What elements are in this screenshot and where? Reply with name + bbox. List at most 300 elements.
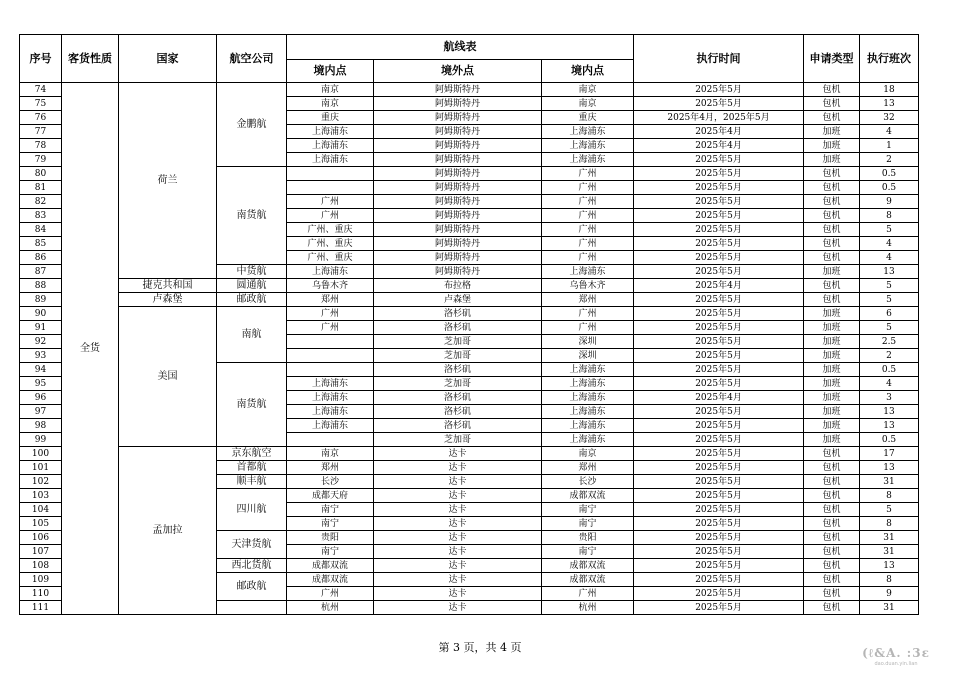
cell-domestic-origin: 南宁 [287, 545, 374, 559]
cell-seq: 89 [20, 293, 62, 307]
cell-domestic-return: 上海浦东 [542, 153, 634, 167]
cell-flights: 4 [860, 251, 919, 265]
cell-seq: 98 [20, 419, 62, 433]
header-foreign-point: 境外点 [374, 60, 542, 83]
cell-domestic-return: 南京 [542, 447, 634, 461]
cell-flights: 13 [860, 265, 919, 279]
cell-domestic-return: 成都双流 [542, 559, 634, 573]
cell-apply-type: 包机 [804, 223, 860, 237]
cell-flights: 8 [860, 489, 919, 503]
cell-flights: 3 [860, 391, 919, 405]
cell-domestic-origin: 南宁 [287, 503, 374, 517]
cell-flights: 5 [860, 223, 919, 237]
cell-foreign-point: 芝加哥 [374, 433, 542, 447]
cell-flights: 0.5 [860, 433, 919, 447]
cell-apply-type: 加班 [804, 321, 860, 335]
cell-exec-time: 2025年5月 [634, 489, 804, 503]
cell-seq: 99 [20, 433, 62, 447]
cell-apply-type: 包机 [804, 237, 860, 251]
cell-domestic-return: 上海浦东 [542, 419, 634, 433]
cell-seq: 90 [20, 307, 62, 321]
cell-seq: 76 [20, 111, 62, 125]
cell-domestic-origin: 成都双流 [287, 573, 374, 587]
cell-domestic-return: 广州 [542, 251, 634, 265]
header-apply-type: 申请类型 [804, 35, 860, 83]
cell-foreign-point: 达卡 [374, 601, 542, 615]
cell-exec-time: 2025年5月 [634, 545, 804, 559]
cell-seq: 95 [20, 377, 62, 391]
cell-apply-type: 加班 [804, 153, 860, 167]
cell-domestic-origin: 上海浦东 [287, 153, 374, 167]
cell-foreign-point: 达卡 [374, 545, 542, 559]
cell-flights: 4 [860, 125, 919, 139]
cell-domestic-return: 上海浦东 [542, 433, 634, 447]
cell-foreign-point: 阿姆斯特丹 [374, 139, 542, 153]
cell-domestic-origin: 南宁 [287, 517, 374, 531]
cell-domestic-return: 广州 [542, 237, 634, 251]
cell-domestic-origin: 广州 [287, 195, 374, 209]
cell-flights: 8 [860, 209, 919, 223]
cell-seq: 82 [20, 195, 62, 209]
cell-foreign-point: 达卡 [374, 447, 542, 461]
table-row [20, 307, 919, 321]
cell-exec-time: 2025年4月 [634, 125, 804, 139]
cell-apply-type: 加班 [804, 377, 860, 391]
cell-foreign-point: 达卡 [374, 475, 542, 489]
cell-domestic-return: 上海浦东 [542, 125, 634, 139]
cell-domestic-return: 广州 [542, 321, 634, 335]
cell-exec-time: 2025年5月 [634, 405, 804, 419]
cell-exec-time: 2025年5月 [634, 559, 804, 573]
cell-foreign-point: 芝加哥 [374, 349, 542, 363]
cell-domestic-return: 南宁 [542, 517, 634, 531]
cell-apply-type: 包机 [804, 293, 860, 307]
cell-foreign-point: 芝加哥 [374, 335, 542, 349]
cell-flights: 18 [860, 83, 919, 97]
cell-exec-time: 2025年4月 [634, 139, 804, 153]
cell-apply-type: 包机 [804, 601, 860, 615]
cell-seq: 75 [20, 97, 62, 111]
cell-foreign-point: 达卡 [374, 517, 542, 531]
cell-foreign-point: 布拉格 [374, 279, 542, 293]
cell-domestic-origin: 上海浦东 [287, 139, 374, 153]
cell-flights: 13 [860, 97, 919, 111]
cell-exec-time: 2025年5月 [634, 335, 804, 349]
cell-domestic-return: 南京 [542, 97, 634, 111]
cell-flights: 13 [860, 559, 919, 573]
watermark-logo-mark: (ℓ&A. :3ε [862, 646, 930, 660]
header-exec-time: 执行时间 [634, 35, 804, 83]
table-row [20, 447, 919, 461]
cell-seq: 96 [20, 391, 62, 405]
cell-exec-time: 2025年5月 [634, 223, 804, 237]
cell-seq: 92 [20, 335, 62, 349]
cell-airline: 首都航 [217, 461, 287, 475]
cell-domestic-origin [287, 335, 374, 349]
cell-apply-type: 加班 [804, 433, 860, 447]
cell-exec-time: 2025年4月，2025年5月 [634, 111, 804, 125]
cell-domestic-origin [287, 433, 374, 447]
cell-foreign-point: 阿姆斯特丹 [374, 265, 542, 279]
header-seq: 序号 [20, 35, 62, 83]
cell-domestic-return: 深圳 [542, 349, 634, 363]
cell-domestic-return: 郑州 [542, 293, 634, 307]
cell-exec-time: 2025年5月 [634, 97, 804, 111]
cell-seq: 110 [20, 587, 62, 601]
cell-flights: 13 [860, 405, 919, 419]
cell-apply-type: 加班 [804, 265, 860, 279]
cell-domestic-origin: 广州、重庆 [287, 223, 374, 237]
cell-domestic-return: 上海浦东 [542, 405, 634, 419]
cell-exec-time: 2025年5月 [634, 237, 804, 251]
cell-apply-type: 加班 [804, 125, 860, 139]
cell-exec-time: 2025年5月 [634, 587, 804, 601]
cell-airline: 西北货航 [217, 559, 287, 573]
cell-seq: 91 [20, 321, 62, 335]
cell-apply-type: 包机 [804, 279, 860, 293]
cell-apply-type: 加班 [804, 307, 860, 321]
cell-apply-type: 包机 [804, 447, 860, 461]
cell-domestic-origin: 广州、重庆 [287, 237, 374, 251]
cell-seq: 109 [20, 573, 62, 587]
cell-flights: 31 [860, 531, 919, 545]
cell-foreign-point: 洛杉矶 [374, 321, 542, 335]
cell-domestic-origin [287, 363, 374, 377]
cell-foreign-point: 洛杉矶 [374, 391, 542, 405]
cell-foreign-point: 阿姆斯特丹 [374, 181, 542, 195]
cell-seq: 86 [20, 251, 62, 265]
cell-foreign-point: 阿姆斯特丹 [374, 167, 542, 181]
cell-apply-type: 加班 [804, 405, 860, 419]
cell-domestic-return: 上海浦东 [542, 139, 634, 153]
cell-foreign-point: 阿姆斯特丹 [374, 195, 542, 209]
cell-domestic-return: 南宁 [542, 545, 634, 559]
cell-flights: 9 [860, 195, 919, 209]
cell-flights: 4 [860, 237, 919, 251]
cell-domestic-return: 上海浦东 [542, 391, 634, 405]
cell-foreign-point: 洛杉矶 [374, 307, 542, 321]
cell-exec-time: 2025年5月 [634, 181, 804, 195]
cell-seq: 81 [20, 181, 62, 195]
cell-domestic-origin: 南京 [287, 447, 374, 461]
cell-exec-time: 2025年5月 [634, 517, 804, 531]
cell-foreign-point: 阿姆斯特丹 [374, 111, 542, 125]
header-country: 国家 [119, 35, 217, 83]
cell-domestic-origin: 广州 [287, 209, 374, 223]
header-route-table: 航线表 [287, 35, 634, 60]
cell-foreign-point: 阿姆斯特丹 [374, 251, 542, 265]
cell-domestic-origin: 南京 [287, 83, 374, 97]
cell-domestic-origin: 长沙 [287, 475, 374, 489]
cell-seq: 74 [20, 83, 62, 97]
cell-domestic-origin: 贵阳 [287, 531, 374, 545]
cell-seq: 106 [20, 531, 62, 545]
cell-domestic-return: 广州 [542, 587, 634, 601]
cell-apply-type: 包机 [804, 503, 860, 517]
cell-domestic-origin: 南京 [287, 97, 374, 111]
cell-exec-time: 2025年5月 [634, 377, 804, 391]
cell-domestic-return: 杭州 [542, 601, 634, 615]
cell-flights: 9 [860, 587, 919, 601]
cell-foreign-point: 达卡 [374, 573, 542, 587]
cell-domestic-return: 贵阳 [542, 531, 634, 545]
cell-exec-time: 2025年4月 [634, 391, 804, 405]
cell-flights: 17 [860, 447, 919, 461]
cell-exec-time: 2025年5月 [634, 447, 804, 461]
cell-flights: 4 [860, 377, 919, 391]
cell-flights: 31 [860, 601, 919, 615]
cell-foreign-point: 达卡 [374, 587, 542, 601]
cell-domestic-return: 上海浦东 [542, 377, 634, 391]
watermark-logo-subtitle: dao.duan.yin.lian [874, 661, 918, 667]
cell-apply-type: 包机 [804, 251, 860, 265]
cell-seq: 104 [20, 503, 62, 517]
cell-seq: 77 [20, 125, 62, 139]
cell-seq: 101 [20, 461, 62, 475]
cell-airline: 京东航空 [217, 447, 287, 461]
cell-domestic-origin: 郑州 [287, 293, 374, 307]
cell-apply-type: 加班 [804, 349, 860, 363]
cell-seq: 83 [20, 209, 62, 223]
cell-foreign-point: 洛杉矶 [374, 363, 542, 377]
cell-domestic-return: 郑州 [542, 461, 634, 475]
cell-domestic-origin: 重庆 [287, 111, 374, 125]
cell-flights: 2.5 [860, 335, 919, 349]
cell-seq: 108 [20, 559, 62, 573]
cell-apply-type: 包机 [804, 531, 860, 545]
cell-apply-type: 加班 [804, 419, 860, 433]
cell-apply-type: 包机 [804, 461, 860, 475]
cell-apply-type: 包机 [804, 587, 860, 601]
cell-airline: 四川航 [217, 489, 287, 531]
cell-exec-time: 2025年5月 [634, 195, 804, 209]
cell-apply-type: 包机 [804, 181, 860, 195]
cell-exec-time: 2025年5月 [634, 293, 804, 307]
cell-domestic-origin: 上海浦东 [287, 377, 374, 391]
header-airline: 航空公司 [217, 35, 287, 83]
cell-foreign-point: 洛杉矶 [374, 405, 542, 419]
cell-airline: 顺丰航 [217, 475, 287, 489]
cell-country: 捷克共和国 [119, 279, 217, 293]
cell-domestic-return: 乌鲁木齐 [542, 279, 634, 293]
cell-exec-time: 2025年5月 [634, 419, 804, 433]
cell-domestic-origin: 广州 [287, 587, 374, 601]
cell-apply-type: 包机 [804, 573, 860, 587]
cell-flights: 5 [860, 503, 919, 517]
cell-seq: 102 [20, 475, 62, 489]
cell-domestic-return: 南京 [542, 83, 634, 97]
cell-apply-type: 包机 [804, 209, 860, 223]
cell-flights: 1 [860, 139, 919, 153]
table-row [20, 83, 919, 97]
cell-domestic-origin [287, 181, 374, 195]
cell-flights: 13 [860, 461, 919, 475]
header-domestic-return: 境内点 [542, 60, 634, 83]
header-cargo-type: 客货性质 [62, 35, 119, 83]
header-flights: 执行班次 [860, 35, 919, 83]
table-row [20, 293, 919, 307]
cell-exec-time: 2025年5月 [634, 531, 804, 545]
cell-domestic-origin [287, 167, 374, 181]
cell-flights: 31 [860, 545, 919, 559]
cell-flights: 0.5 [860, 363, 919, 377]
cell-exec-time: 2025年5月 [634, 209, 804, 223]
cell-domestic-origin [287, 349, 374, 363]
cell-exec-time: 2025年5月 [634, 461, 804, 475]
cell-apply-type: 包机 [804, 83, 860, 97]
cell-seq: 80 [20, 167, 62, 181]
cell-foreign-point: 阿姆斯特丹 [374, 153, 542, 167]
cell-country: 荷兰 [119, 83, 217, 279]
cell-foreign-point: 阿姆斯特丹 [374, 223, 542, 237]
table-body [20, 83, 919, 615]
cell-apply-type: 包机 [804, 517, 860, 531]
cell-apply-type: 包机 [804, 97, 860, 111]
cell-apply-type: 包机 [804, 167, 860, 181]
cell-exec-time: 2025年5月 [634, 83, 804, 97]
cell-exec-time: 2025年5月 [634, 433, 804, 447]
cell-apply-type: 包机 [804, 475, 860, 489]
cell-domestic-return: 上海浦东 [542, 363, 634, 377]
cell-apply-type: 加班 [804, 335, 860, 349]
cell-exec-time: 2025年5月 [634, 363, 804, 377]
cell-apply-type: 包机 [804, 489, 860, 503]
cell-seq: 88 [20, 279, 62, 293]
cell-seq: 93 [20, 349, 62, 363]
cell-domestic-origin: 成都天府 [287, 489, 374, 503]
cell-seq: 103 [20, 489, 62, 503]
cell-flights: 5 [860, 293, 919, 307]
cell-airline: 邮政航 [217, 573, 287, 601]
cell-apply-type: 包机 [804, 545, 860, 559]
cell-domestic-return: 成都双流 [542, 573, 634, 587]
cell-foreign-point: 阿姆斯特丹 [374, 209, 542, 223]
cell-exec-time: 2025年5月 [634, 265, 804, 279]
cell-foreign-point: 达卡 [374, 489, 542, 503]
cell-domestic-return: 重庆 [542, 111, 634, 125]
cell-apply-type: 包机 [804, 559, 860, 573]
cell-domestic-origin: 广州 [287, 321, 374, 335]
cell-seq: 111 [20, 601, 62, 615]
cell-exec-time: 2025年5月 [634, 503, 804, 517]
cell-flights: 5 [860, 321, 919, 335]
cell-airline: 天津货航 [217, 531, 287, 559]
cell-domestic-origin: 上海浦东 [287, 391, 374, 405]
cell-apply-type: 加班 [804, 363, 860, 377]
cell-foreign-point: 阿姆斯特丹 [374, 83, 542, 97]
cell-flights: 2 [860, 349, 919, 363]
cell-foreign-point: 达卡 [374, 559, 542, 573]
cell-domestic-origin: 上海浦东 [287, 125, 374, 139]
cell-domestic-origin: 成都双流 [287, 559, 374, 573]
cell-cargo-type: 全货 [62, 83, 119, 615]
cell-seq: 87 [20, 265, 62, 279]
cell-airline [217, 601, 287, 615]
cell-exec-time: 2025年5月 [634, 349, 804, 363]
cell-flights: 31 [860, 475, 919, 489]
cell-domestic-return: 成都双流 [542, 489, 634, 503]
cell-flights: 13 [860, 419, 919, 433]
cell-flights: 2 [860, 153, 919, 167]
cell-domestic-origin: 郑州 [287, 461, 374, 475]
cell-apply-type: 加班 [804, 139, 860, 153]
cell-seq: 79 [20, 153, 62, 167]
cell-country: 美国 [119, 307, 217, 447]
cell-flights: 5 [860, 279, 919, 293]
cell-domestic-origin: 乌鲁木齐 [287, 279, 374, 293]
cell-airline: 圆通航 [217, 279, 287, 293]
cell-apply-type: 加班 [804, 391, 860, 405]
cell-exec-time: 2025年5月 [634, 153, 804, 167]
cell-domestic-origin: 上海浦东 [287, 419, 374, 433]
watermark-logo [856, 646, 936, 667]
cell-exec-time: 2025年5月 [634, 475, 804, 489]
cell-domestic-return: 深圳 [542, 335, 634, 349]
cell-airline: 南货航 [217, 167, 287, 265]
cell-domestic-origin: 上海浦东 [287, 265, 374, 279]
cell-domestic-return: 广州 [542, 195, 634, 209]
cell-exec-time: 2025年5月 [634, 573, 804, 587]
cell-flights: 0.5 [860, 167, 919, 181]
cell-exec-time: 2025年4月 [634, 279, 804, 293]
page-number: 第 3 页，共 4 页 [438, 641, 522, 654]
cell-country: 孟加拉 [119, 447, 217, 615]
cell-seq: 105 [20, 517, 62, 531]
cell-domestic-return: 广州 [542, 181, 634, 195]
table-row [20, 279, 919, 293]
cell-flights: 32 [860, 111, 919, 125]
cell-domestic-return: 广州 [542, 223, 634, 237]
cell-flights: 6 [860, 307, 919, 321]
cell-airline: 金鹏航 [217, 83, 287, 167]
cell-foreign-point: 卢森堡 [374, 293, 542, 307]
cell-airline: 南航 [217, 307, 287, 363]
cell-domestic-origin: 杭州 [287, 601, 374, 615]
cell-domestic-origin: 广州 [287, 307, 374, 321]
cell-exec-time: 2025年5月 [634, 307, 804, 321]
cell-flights: 0.5 [860, 181, 919, 195]
cell-seq: 100 [20, 447, 62, 461]
cell-domestic-return: 广州 [542, 167, 634, 181]
cell-flights: 8 [860, 573, 919, 587]
cell-foreign-point: 达卡 [374, 531, 542, 545]
cell-domestic-origin: 广州、重庆 [287, 251, 374, 265]
cell-apply-type: 包机 [804, 195, 860, 209]
cell-foreign-point: 阿姆斯特丹 [374, 97, 542, 111]
cell-airline: 中货航 [217, 265, 287, 279]
cell-exec-time: 2025年5月 [634, 321, 804, 335]
cell-airline: 南货航 [217, 363, 287, 447]
header-domestic-origin: 境内点 [287, 60, 374, 83]
cell-domestic-origin: 上海浦东 [287, 405, 374, 419]
cell-domestic-return: 上海浦东 [542, 265, 634, 279]
cell-country: 卢森堡 [119, 293, 217, 307]
route-table [19, 34, 919, 615]
cell-exec-time: 2025年5月 [634, 167, 804, 181]
cell-seq: 84 [20, 223, 62, 237]
cell-foreign-point: 阿姆斯特丹 [374, 125, 542, 139]
cell-domestic-return: 广州 [542, 209, 634, 223]
cell-exec-time: 2025年5月 [634, 251, 804, 265]
cell-apply-type: 包机 [804, 111, 860, 125]
cell-seq: 97 [20, 405, 62, 419]
cell-domestic-return: 长沙 [542, 475, 634, 489]
cell-foreign-point: 芝加哥 [374, 377, 542, 391]
cell-foreign-point: 达卡 [374, 461, 542, 475]
cell-foreign-point: 洛杉矶 [374, 419, 542, 433]
cell-foreign-point: 达卡 [374, 503, 542, 517]
cell-domestic-return: 南宁 [542, 503, 634, 517]
